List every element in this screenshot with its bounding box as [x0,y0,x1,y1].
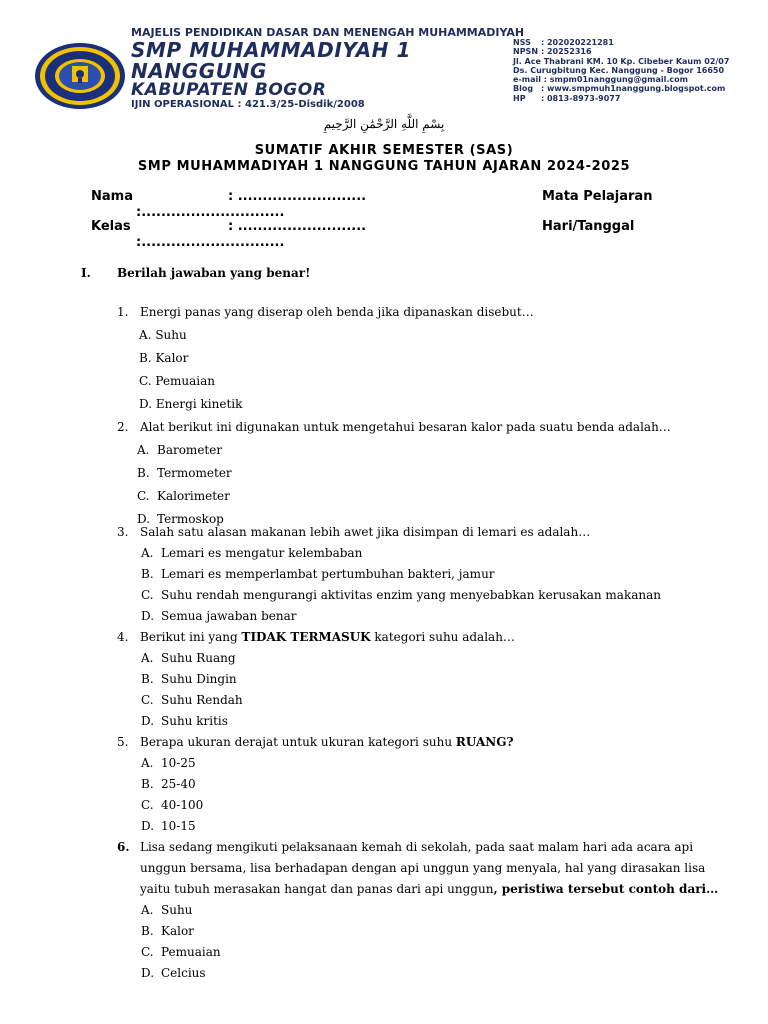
q3-option-a[interactable]: A. Lemari es mengatur kelembaban [141,546,363,560]
q5-option-d[interactable]: D. 10-15 [141,819,196,833]
q6-option-d[interactable]: D. Celcius [141,966,206,980]
organization-name: MAJELIS PENDIDIKAN DASAR DAN MENENGAH MUHAMMADIYAH [131,26,525,39]
school-name-line1: SMP MUHAMMADIYAH 1 [131,38,412,62]
q4-option-c[interactable]: C. Suhu Rendah [141,693,243,707]
nama-field[interactable]: : .......................... [228,189,367,204]
q2-option-b[interactable]: B. Termometer [137,466,232,480]
q6-option-b[interactable]: B. Kalor [141,924,194,938]
question-6-line3: yaitu tubuh merasakan hangat dan panas dari api unggun, peristiwa tersebut contoh dari… [140,882,719,896]
q3-option-d[interactable]: D. Semua jawaban benar [141,609,297,623]
q1-option-a[interactable]: A. Suhu [139,328,187,342]
nama-label: Nama [91,189,133,204]
q2-option-d[interactable]: D. Termoskop [137,512,224,526]
q1-option-d[interactable]: D. Energi kinetik [139,397,243,411]
kelas-field[interactable]: : .......................... [228,219,367,234]
hari-field[interactable]: :............................. [136,235,285,250]
info-district: Ds. Curugbitung Kec. Nanggung - Bogor 16650 [513,65,725,75]
question-2 [117,420,671,434]
question-1 [117,305,534,319]
info-blog: Blog : www.smpmuh1nanggung.blogspot.com [513,84,726,94]
emphasis-text: RUANG? [455,735,514,749]
q4-option-d[interactable]: D. Suhu kritis [141,714,228,728]
q5-option-a[interactable]: A. 10-25 [141,756,196,770]
question-5: 5. Berapa ukuran derajat untuk ukuran kategori suhu RUANG? [117,735,514,749]
question-text: Alat berikut ini digunakan untuk mengetahui besaran kalor pada suatu benda adalah… [140,420,671,434]
info-phone: HP : 0813-8973-9077 [513,93,621,103]
question-number: 3. [117,525,129,539]
info-npsn: NPSN : 20252316 [513,47,592,57]
q3-option-c[interactable]: C. Suhu rendah mengurangi aktivitas enzim yang menyebabkan kerusakan makanan [141,588,661,602]
kelas-label: Kelas [91,219,131,234]
q4-option-a[interactable]: A. Suhu Ruang [141,651,236,665]
school-name-line2: NANGGUNG [131,59,267,83]
exam-title: SUMATIF AKHIR SEMESTER (SAS) [254,143,514,158]
q6-option-c[interactable]: C. Pemuaian [141,945,221,959]
section-number: I. [81,266,91,280]
q2-option-a[interactable]: A. Barometer [137,443,223,457]
q2-option-c[interactable]: C. Kalorimeter [137,489,230,503]
info-address: Jl. Ace Thabrani KM. 10 Kp. Cibeber Kaum 02/07 [513,56,730,66]
q5-option-c[interactable]: C. 40-100 [141,798,204,812]
question-6-line2: unggun bersama, lisa berhadapan dengan api unggun yang menyala, hal yang dirasakan lisa [140,861,706,875]
question-number: 4. [117,630,129,644]
question-number: 2. [117,420,129,434]
question-number: 6. [117,840,130,854]
question-6: 6. Lisa sedang mengikuti pelaksanaan kemah di sekolah, pada saat malam hari ada acara api [117,840,694,854]
mapel-label: Mata Pelajaran [542,189,653,204]
question-3 [117,525,590,539]
emphasis-text: TIDAK TERMASUK [241,630,371,644]
school-regency: KABUPATEN BOGOR [131,80,327,100]
section-instruction: Berilah jawaban yang benar! [117,266,311,280]
info-email: e-mail : smpm01nanggung@gmail.com [513,75,688,85]
q5-option-b[interactable]: B. 25-40 [141,777,196,791]
question-4: 4. Berikut ini yang TIDAK TERMASUK kategori suhu adalah… [117,630,515,644]
info-nss: NSS : 202020221281 [513,38,614,47]
operational-permit: IJIN OPERASIONAL : 421.3/25-Disdik/2008 [131,99,365,110]
emphasis-text: , peristiwa tersebut contoh dari… [493,882,719,896]
school-logo [34,42,126,110]
school-contact-info [513,38,729,103]
question-number: 5. [117,735,129,749]
question-number: 1. [117,305,129,319]
hari-label: Hari/Tanggal [542,219,635,234]
q6-option-a[interactable]: A. Suhu [141,903,193,917]
mapel-field[interactable]: :............................. [136,205,285,220]
question-text: Salah satu alasan makanan lebih awet jika disimpan di lemari es adalah… [140,525,591,539]
exam-subtitle: SMP MUHAMMADIYAH 1 NANGGUNG TAHUN AJARAN 2024-2025 [137,159,631,174]
question-text: Energi panas yang diserap oleh benda jika dipanaskan disebut… [140,305,534,319]
basmalah-calligraphy: بِسْمِ اللَّهِ الرَّحْمَٰنِ الرَّحِيمِ [323,117,445,131]
q3-option-b[interactable]: B. Lemari es memperlambat pertumbuhan bakteri, jamur [141,567,495,581]
q4-option-b[interactable]: B. Suhu Dingin [141,672,237,686]
q1-option-c[interactable]: C. Pemuaian [139,374,216,388]
q1-option-b[interactable]: B. Kalor [139,351,189,365]
